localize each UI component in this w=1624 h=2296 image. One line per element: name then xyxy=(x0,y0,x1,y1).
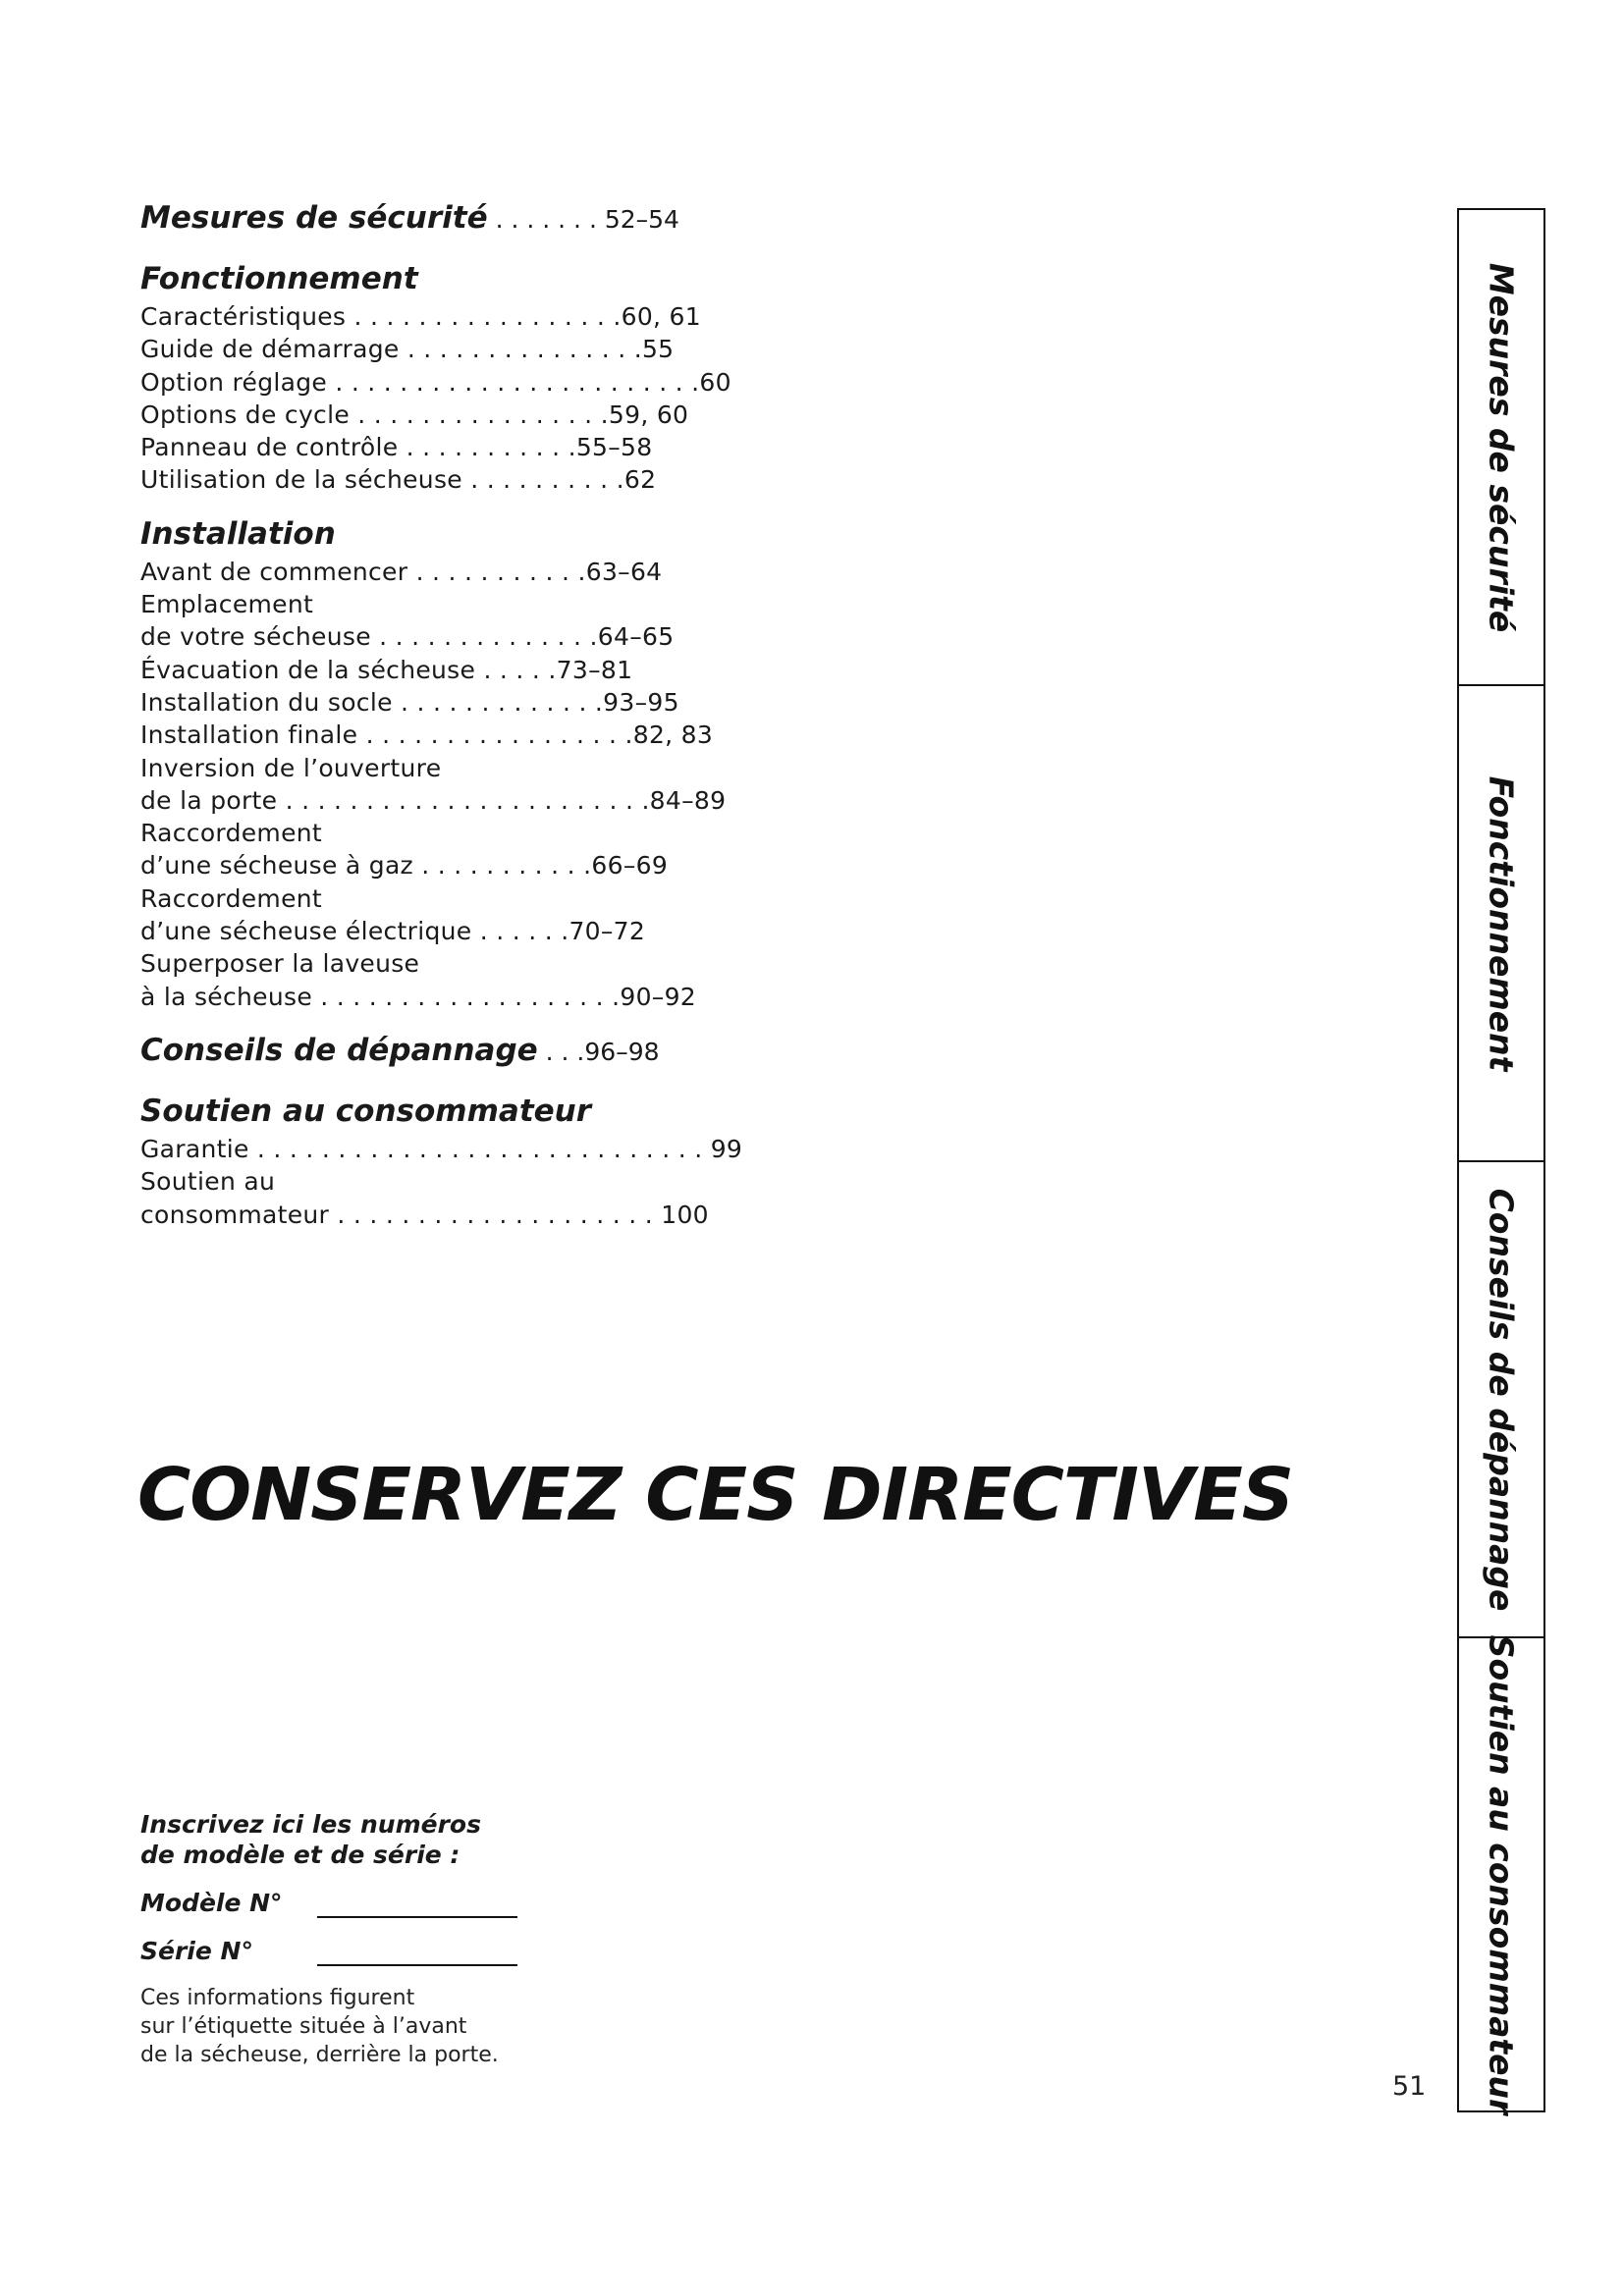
record-intro-line: de modèle et de série : xyxy=(140,1841,460,1869)
toc-entry[interactable]: à la sécheuse . . . . . . . . . . . . . . . . . . .90–92 xyxy=(140,982,697,1011)
toc-entry[interactable]: de votre sécheuse . . . . . . . . . . . . . .64–65 xyxy=(140,622,675,652)
toc-heading[interactable]: Conseils de dépannage . . .96–98 xyxy=(140,1032,660,1068)
model-number-label: Modèle N° xyxy=(140,1889,283,1917)
serial-number-label: Série N° xyxy=(140,1937,253,1965)
toc-entry[interactable]: Installation du socle . . . . . . . . . . . . .93–95 xyxy=(140,687,679,717)
toc-entry[interactable]: consommateur . . . . . . . . . . . . . . . . . . . . 100 xyxy=(140,1200,709,1229)
toc-page-range: . . . . . . . 52–54 xyxy=(487,205,679,234)
toc-entry[interactable]: Raccordement xyxy=(140,819,322,848)
toc-heading[interactable]: Soutien au consommateur xyxy=(140,1093,592,1129)
table-of-contents xyxy=(140,196,1024,1247)
toc-entry[interactable]: Panneau de contrôle . . . . . . . . . . .55–58 xyxy=(140,433,653,462)
toc-entry[interactable]: Emplacement xyxy=(140,590,314,619)
tab-conseils-de-depannage[interactable] xyxy=(1459,1162,1543,1638)
tab-label: Mesures de sécurité xyxy=(1482,262,1521,632)
tab-fonctionnement[interactable] xyxy=(1459,686,1543,1162)
toc-entry[interactable]: de la porte . . . . . . . . . . . . . . . . . . . . . . .84–89 xyxy=(140,785,727,815)
page-title: CONSERVEZ CES DIRECTIVES xyxy=(137,1453,1294,1537)
record-note xyxy=(140,1984,730,2069)
toc-section-installation xyxy=(140,512,1024,1013)
tab-label: Soutien au consommateur xyxy=(1482,1634,1521,2114)
toc-entry[interactable]: Évacuation de la sécheuse . . . . .73–81 xyxy=(140,655,633,684)
toc-heading[interactable]: Fonctionnement xyxy=(140,261,418,296)
record-note-line: de la sécheuse, derrière la porte. xyxy=(140,2043,499,2067)
section-tabs xyxy=(1457,208,1545,2112)
toc-entry[interactable]: Avant de commencer . . . . . . . . . . .63–64 xyxy=(140,557,663,586)
toc-entry[interactable]: Utilisation de la sécheuse . . . . . . . . . .62 xyxy=(140,465,657,495)
toc-section-soutien xyxy=(140,1090,1024,1231)
toc-entry[interactable]: Soutien au xyxy=(140,1167,276,1197)
model-number-field[interactable] xyxy=(140,1888,730,1918)
toc-entry[interactable]: d’une sécheuse électrique . . . . . .70–72 xyxy=(140,917,646,946)
toc-entry[interactable]: Superposer la laveuse xyxy=(140,949,420,979)
model-serial-record xyxy=(140,1809,730,2069)
serial-number-field[interactable] xyxy=(140,1936,730,1966)
toc-entry[interactable]: Caractéristiques . . . . . . . . . . . . . . . . .60, 61 xyxy=(140,302,701,331)
toc-section-depannage xyxy=(140,1029,1024,1074)
record-note-line: Ces informations figurent xyxy=(140,1986,415,2010)
toc-entry[interactable]: Options de cycle . . . . . . . . . . . . . . . .59, 60 xyxy=(140,400,689,429)
toc-entry[interactable]: Raccordement xyxy=(140,883,322,913)
tab-label: Conseils de dépannage xyxy=(1482,1188,1521,1611)
toc-entry[interactable]: Garantie . . . . . . . . . . . . . . . . . . . . . . . . . . . . 99 xyxy=(140,1134,743,1163)
toc-section-securite xyxy=(140,196,1024,241)
toc-heading[interactable]: Mesures de sécurité . . . . . . . 52–54 xyxy=(140,200,679,236)
toc-entry[interactable]: d’une sécheuse à gaz . . . . . . . . . . .66–69 xyxy=(140,851,669,881)
model-number-blank[interactable] xyxy=(317,1896,517,1918)
toc-entry[interactable]: Inversion de l’ouverture xyxy=(140,753,442,782)
serial-number-blank[interactable] xyxy=(317,1945,517,1966)
toc-section-fonctionnement xyxy=(140,257,1024,497)
toc-entry[interactable]: Option réglage . . . . . . . . . . . . . . . . . . . . . . .60 xyxy=(140,367,731,397)
toc-entry[interactable]: Guide de démarrage . . . . . . . . . . . . . . .55 xyxy=(140,335,675,364)
page-number: 51 xyxy=(1392,2071,1427,2102)
tab-mesures-de-securite[interactable] xyxy=(1459,210,1543,686)
record-intro-line: Inscrivez ici les numéros xyxy=(140,1810,481,1839)
record-note-line: sur l’étiquette située à l’avant xyxy=(140,2014,467,2039)
toc-entry[interactable]: Installation finale . . . . . . . . . . . . . . . . .82, 83 xyxy=(140,721,714,750)
toc-heading[interactable]: Installation xyxy=(140,515,336,552)
tab-label: Fonctionnement xyxy=(1482,775,1521,1071)
toc-page-range: . . .96–98 xyxy=(537,1037,660,1066)
tab-soutien-au-consommateur[interactable] xyxy=(1459,1634,1543,2114)
